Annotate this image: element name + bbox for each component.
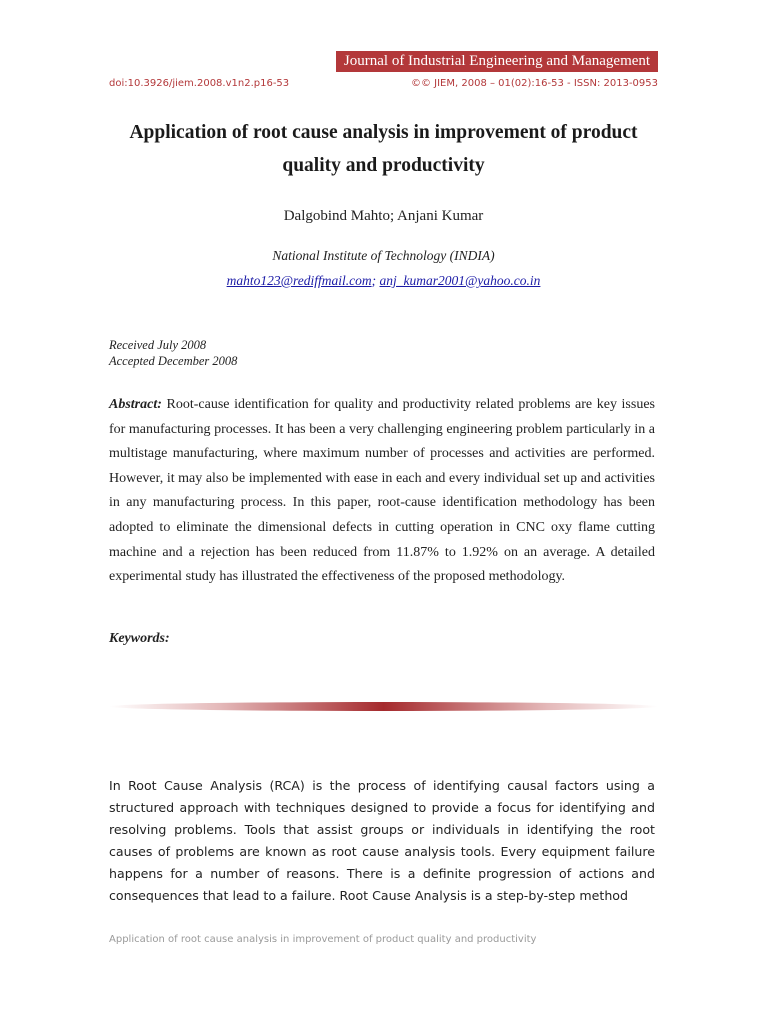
- affiliation: National Institute of Technology (INDIA): [272, 248, 495, 263]
- accepted-date: Accepted December 2008: [109, 354, 238, 368]
- abstract-label: Abstract:: [109, 397, 162, 412]
- section-divider: [109, 702, 658, 711]
- email-link-2[interactable]: anj_kumar2001@yahoo.co.in: [379, 273, 541, 288]
- journal-name-banner: Journal of Industrial Engineering and Management: [336, 51, 658, 72]
- author-list: Dalgobind Mahto; Anjani Kumar: [283, 208, 484, 224]
- email-separator: ;: [371, 273, 377, 288]
- author-emails: [109, 273, 658, 289]
- email-link-1[interactable]: mahto123@rediffmail.com: [226, 273, 372, 288]
- received-date: Received July 2008: [109, 338, 207, 352]
- doi-line: doi:10.3926/jiem.2008.v1n2.p16-53: [109, 78, 290, 89]
- paper-title: Application of root cause analysis in improvement of product quality and productivity: [129, 122, 638, 176]
- body-paragraph: In Root Cause Analysis (RCA) is the process of identifying causal factors using a structured approach with techniques designed to provide a focus for identifying and resolving problems. Tools that assist groups or individuals in identifying the root causes of problems are known as root cause analysis tools. Every equipment failure happens for a number of reasons. There is a definite progression of actions and consequences that lead to a failure. Root Cause Analysis is a step-by-step method: [109, 778, 655, 903]
- issn-line: ©© JIEM, 2008 – 01(02):16-53 - ISSN: 2013-0953: [410, 78, 658, 89]
- abstract-text: Root-cause identification for quality and productivity related problems are key issues for manufacturing processes. It has been a very challenging engineering problem particularly in a multistage manufacturing, where maximum number of processes and activities are performed. However, it may also be implemented with ease in each and every individual set up and activities in any manufacturing process. In this paper, root-cause identification methodology has been adopted to eliminate the dimensional defects in cutting operation in CNC oxy flame cutting machine and a rejection has been reduced from 11.87% to 1.92% on an average. A detailed experimental study has illustrated the effectiveness of the proposed methodology.: [109, 397, 655, 585]
- submission-dates: [109, 337, 237, 369]
- running-footer: Application of root cause analysis in improvement of product quality and productivity: [109, 934, 537, 945]
- abstract: [109, 393, 655, 590]
- keywords-label: Keywords:: [109, 631, 170, 646]
